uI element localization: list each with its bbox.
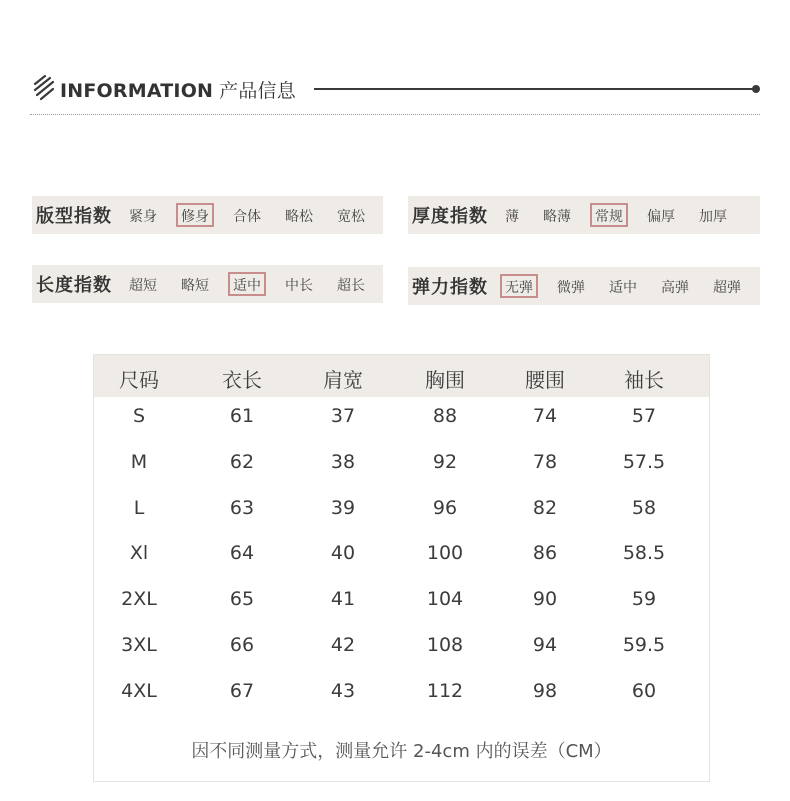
index-option-selected: 适中 xyxy=(228,272,266,296)
index-option: 高弹 xyxy=(661,280,689,296)
header-cell-chest: 胸围 xyxy=(425,368,465,392)
table-cell: S xyxy=(132,405,146,427)
index-option: 偏厚 xyxy=(647,209,675,225)
title-en: INFORMATION xyxy=(60,80,214,102)
table-cell: 96 xyxy=(432,497,458,519)
index-option: 合体 xyxy=(233,209,261,225)
table-cell: 40 xyxy=(330,542,356,564)
table-cell: 65 xyxy=(229,588,255,610)
table-cell: 58.5 xyxy=(622,542,666,564)
info-header xyxy=(30,72,760,106)
header-rule xyxy=(314,88,754,90)
table-cell: L xyxy=(133,497,145,519)
table-cell: 98 xyxy=(532,680,558,702)
table-cell: 37 xyxy=(330,405,356,427)
index-option: 宽松 xyxy=(337,209,365,225)
measurement-note: 因不同测量方式，测量允许 2-4cm 内的误差（CM） xyxy=(191,741,612,762)
table-cell: 61 xyxy=(229,405,255,427)
table-cell: 112 xyxy=(426,680,464,702)
table-cell: 41 xyxy=(330,588,356,610)
table-cell: 4XL xyxy=(121,680,157,702)
table-cell: M xyxy=(130,451,148,473)
table-cell: 62 xyxy=(229,451,255,473)
table-cell: 2XL xyxy=(121,588,157,610)
index-option: 加厚 xyxy=(699,209,727,225)
index-option: 略松 xyxy=(285,209,313,225)
index-option: 略薄 xyxy=(543,209,571,225)
table-cell: 60 xyxy=(631,680,657,702)
table-cell: 43 xyxy=(330,680,356,702)
table-cell: 42 xyxy=(330,634,356,656)
index-label: 弹力指数 xyxy=(412,277,488,298)
elasticity-index-row xyxy=(408,267,760,305)
size-table xyxy=(93,354,710,782)
header-rule-dot xyxy=(752,85,760,93)
table-cell: 92 xyxy=(432,451,458,473)
index-option: 超短 xyxy=(129,278,157,294)
index-option: 适中 xyxy=(609,280,637,296)
index-label: 长度指数 xyxy=(36,275,112,296)
index-option: 薄 xyxy=(505,209,519,225)
header-cell-length: 衣长 xyxy=(222,368,262,392)
table-cell: 59.5 xyxy=(622,634,666,656)
table-cell: 38 xyxy=(330,451,356,473)
table-cell: 86 xyxy=(532,542,558,564)
table-cell: 64 xyxy=(229,542,255,564)
thickness-index-row xyxy=(408,196,760,234)
header-cell-sleeve: 袖长 xyxy=(624,368,664,392)
fit-index-row xyxy=(32,196,383,234)
table-cell: 100 xyxy=(426,542,464,564)
table-cell: 63 xyxy=(229,497,255,519)
size-table-header xyxy=(94,355,709,397)
header-cell-size: 尺码 xyxy=(119,368,159,392)
index-option: 超长 xyxy=(337,278,365,294)
table-cell: 82 xyxy=(532,497,558,519)
index-option-selected: 常规 xyxy=(590,203,628,227)
table-cell: 74 xyxy=(532,405,558,427)
index-option: 微弹 xyxy=(557,280,585,296)
index-option-selected: 无弹 xyxy=(500,274,538,298)
table-cell: 59 xyxy=(631,588,657,610)
dotted-divider xyxy=(30,114,760,115)
table-cell: 94 xyxy=(532,634,558,656)
table-cell: 57.5 xyxy=(622,451,666,473)
diagonal-stripes-icon xyxy=(32,74,56,102)
table-cell: 104 xyxy=(426,588,464,610)
index-option-selected: 修身 xyxy=(176,203,214,227)
table-cell: 88 xyxy=(432,405,458,427)
section-title xyxy=(60,76,296,103)
index-label: 厚度指数 xyxy=(412,206,488,227)
table-cell: 66 xyxy=(229,634,255,656)
table-cell: 108 xyxy=(426,634,464,656)
index-option: 超弹 xyxy=(713,280,741,296)
table-cell: 58 xyxy=(631,497,657,519)
header-cell-waist: 腰围 xyxy=(525,368,565,392)
table-cell: 3XL xyxy=(121,634,157,656)
header-cell-shoulder: 肩宽 xyxy=(323,368,363,392)
table-cell: 39 xyxy=(330,497,356,519)
table-cell: 57 xyxy=(631,405,657,427)
table-cell: Xl xyxy=(129,542,149,564)
table-cell: 67 xyxy=(229,680,255,702)
table-cell: 78 xyxy=(532,451,558,473)
table-cell: 90 xyxy=(532,588,558,610)
length-index-row xyxy=(32,265,383,303)
title-cn: 产品信息 xyxy=(219,80,296,102)
index-option: 紧身 xyxy=(129,209,157,225)
index-label: 版型指数 xyxy=(36,206,112,227)
index-option: 中长 xyxy=(285,278,313,294)
index-option: 略短 xyxy=(181,278,209,294)
